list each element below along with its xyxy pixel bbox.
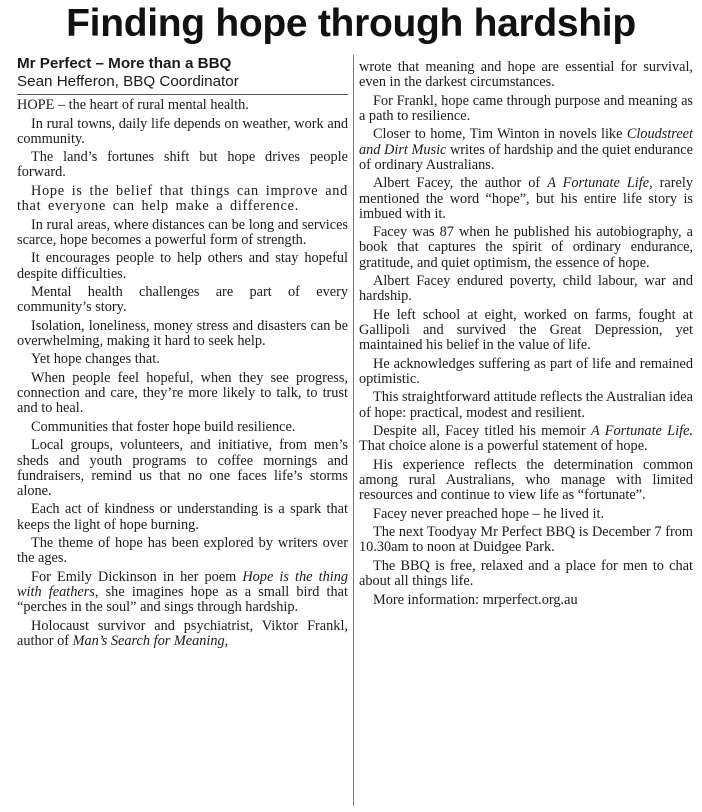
paragraph: In rural areas, where distances can be long and services scarce, hope becomes a powerful form of strength. xyxy=(17,216,348,248)
paragraph-facey xyxy=(359,176,693,222)
paragraph-memoir xyxy=(359,424,693,454)
paragraph: Hope is the belief that things can improve and that everyone can help make a difference. xyxy=(17,182,348,215)
column-divider xyxy=(353,55,354,806)
paragraph: In rural towns, daily life depends on weather, work and community. xyxy=(17,115,348,147)
paragraph: This straightforward attitude reflects the Australian idea of hope: practical, modest and resilient. xyxy=(359,389,693,421)
book-titles: Cloudstreet and Dirt Music xyxy=(359,126,693,158)
paragraph: Albert Facey endured poverty, child labour, war and hardship. xyxy=(359,273,693,305)
text: That choice alone is a powerful statement of hope. xyxy=(359,438,648,455)
more-information: More information: mrperfect.org.au xyxy=(373,591,578,608)
text: Holocaust survivor and psychiatrist, Viktor Frankl, author of xyxy=(17,617,348,649)
book-title: A Fortunate Life. xyxy=(590,423,694,440)
paragraph: He acknowledges suffering as part of life and remained optimistic. xyxy=(359,355,693,387)
paragraph: The BBQ is free, relaxed and a place for men to chat about all things life. xyxy=(359,557,693,590)
paragraph: Local groups, volunteers, and initiative, from men’s sheds and youth programs to coffee mornings and fundraisers, remind us that no one faces life’s storms alone. xyxy=(17,437,348,499)
paragraph: The theme of hope has been explored by writers over the ages. xyxy=(17,535,348,567)
book-title: A Fortunate Life, xyxy=(547,175,653,192)
right-column xyxy=(359,60,693,812)
paragraph: Facey never preached hope – he lived it. xyxy=(373,505,605,522)
paragraph: The next Toodyay Mr Perfect BBQ is December 7 from 10.30am to noon at Duidgee Park. xyxy=(359,524,693,556)
paragraph-continued: wrote that meaning and hope are essential for survival, even in the darkest circumstances. xyxy=(359,59,693,91)
text: rarely mentioned the word “hope”, but his entire life story is imbued with it. xyxy=(359,175,693,222)
left-column xyxy=(17,55,348,812)
paragraph: Each act of kindness or understanding is a spark that keeps the light of hope burning. xyxy=(17,501,348,533)
text: writes of hardship and the quiet endurance of ordinary Australians. xyxy=(359,141,693,173)
paragraph: He left school at eight, worked on farms, fought at Gallipoli and survived the Great Depression, yet maintained his belief in the value of life. xyxy=(359,306,693,354)
paragraph: Isolation, loneliness, money stress and disasters can be overwhelming, making it hard to seek help. xyxy=(17,317,348,349)
paragraph: It encourages people to help others and stay hopeful despite difficulties. xyxy=(17,250,348,282)
subhead: Mr Perfect – More than a BBQ xyxy=(17,55,232,72)
paragraph: His experience reflects the determination common among rural Australians, who manage with limited resources and continue to view life as “fortunate”. xyxy=(359,456,693,504)
book-title: Man’s Search for Meaning, xyxy=(72,632,229,649)
paragraph: Yet hope changes that. xyxy=(31,351,160,368)
text: For Emily Dickinson in her poem xyxy=(31,568,243,585)
paragraph: Mental health challenges are part of every community’s story. xyxy=(17,284,348,316)
byline-divider xyxy=(17,94,348,95)
text: Albert Facey, the author of xyxy=(373,175,548,192)
text: , she imagines hope as a small bird that “perches in the soul” and sings through hardship. xyxy=(17,584,348,616)
poem-title: Hope is the thing with feathers xyxy=(17,568,348,601)
paragraph-dickinson xyxy=(17,570,348,616)
paragraph-winton xyxy=(359,127,693,173)
paragraph: The land’s fortunes shift but hope drives people forward. xyxy=(17,149,348,181)
paragraph: When people feel hopeful, when they see progress, connection and care, they’re more likely to talk, to trust and to heal. xyxy=(17,369,348,417)
headline: Finding hope through hardship xyxy=(66,2,636,45)
paragraph-frankl xyxy=(17,619,348,649)
text: Closer to home, Tim Winton in novels like xyxy=(373,126,627,143)
byline: Sean Hefferon, BBQ Coordinator xyxy=(17,73,239,90)
paragraph: HOPE – the heart of rural mental health. xyxy=(17,97,249,113)
paragraph: For Frankl, hope came through purpose and meaning as a path to resilience. xyxy=(359,92,693,124)
text: Despite all, Facey titled his memoir xyxy=(373,423,591,440)
paragraph: Facey was 87 when he published his autobiography, a book that captures the spirit of ordinary endurance, gratitude, and quiet optimism, the essence of hope. xyxy=(359,224,693,271)
paragraph: Communities that foster hope build resilience. xyxy=(31,418,296,435)
